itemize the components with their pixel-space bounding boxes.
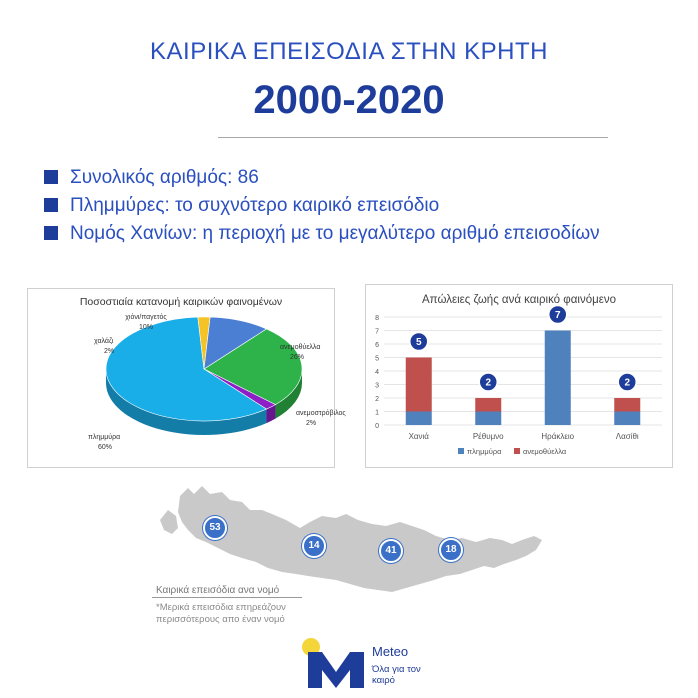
- bar-category-label: Ρέθυμνο: [472, 432, 504, 441]
- bar-chart-panel: [365, 284, 673, 468]
- logo-slogan-text: Όλα για τον καιρό: [372, 664, 421, 686]
- bar-segment: [545, 331, 571, 426]
- pie-slice-label: πλημμύρα: [88, 434, 121, 441]
- crete-map-shape: [150, 480, 550, 600]
- map-footnote: *Μερικά επεισόδια επηρεάζουν περισσότερους απο έναν νομό: [156, 602, 286, 625]
- crete-west-peninsula-shape: [160, 510, 178, 534]
- bar-y-tick-label: 2: [375, 396, 379, 403]
- bar-total-label: 7: [554, 310, 561, 321]
- legend-swatch: [514, 448, 520, 454]
- legend-swatch: [458, 448, 464, 454]
- summary-text: Νομός Χανίων: η περιοχή με το μεγαλύτερο αριθμό επεισοδίων: [70, 223, 600, 244]
- bullet-square-icon: [44, 198, 58, 212]
- map-region-marker: 41: [379, 539, 403, 563]
- bar-chart: [366, 285, 672, 467]
- bar-total-label: 2: [624, 377, 631, 389]
- summary-item-total: [44, 164, 674, 192]
- pie-chart-panel: [27, 288, 346, 468]
- page-title: ΚΑΙΡΙΚΑ ΕΠΕΙΣΟΔΙΑ ΣΤΗΝ ΚΡΗΤΗ: [150, 38, 548, 65]
- pie-slice-label: χιόνι/παγετός: [125, 314, 167, 321]
- bar-y-tick-label: 4: [375, 369, 379, 376]
- bar-segment: [406, 358, 432, 412]
- bar-segment: [406, 412, 432, 426]
- summary-item-floods: [44, 192, 674, 220]
- crete-map: [150, 480, 550, 600]
- crete-island-shape: [178, 486, 542, 592]
- bar-y-tick-label: 0: [375, 423, 379, 430]
- legend-label: ανεμοθύελλα: [523, 447, 567, 456]
- bar-y-tick-label: 6: [375, 342, 379, 349]
- bar-y-tick-label: 1: [375, 409, 379, 417]
- summary-list: [44, 164, 674, 248]
- bar-category-label: Λασίθι: [615, 432, 639, 441]
- summary-text: Συνολικός αριθμός: 86: [70, 167, 259, 188]
- legend-label: πλημμύρα: [467, 447, 502, 456]
- page-years: 2000-2020: [253, 78, 445, 122]
- logo-m-icon: [308, 652, 364, 688]
- pie-slice-value-label: 60%: [98, 444, 113, 451]
- bar-y-tick-label: 8: [375, 315, 379, 322]
- summary-item-chania: [44, 220, 674, 248]
- map-region-marker: 14: [302, 534, 326, 558]
- bar-chart-title: Απώλειες ζωής ανά καιρικό φαινόμενο: [422, 294, 616, 306]
- bar-segment: [614, 398, 640, 412]
- bar-segment: [614, 412, 640, 426]
- map-caption-divider: [152, 597, 302, 598]
- pie-slice-value-label: 2%: [104, 348, 115, 355]
- map-region-marker: 18: [439, 538, 463, 562]
- bar-total-label: 5: [415, 337, 422, 348]
- pie-slice-label: ανεμοστρόβιλος: [296, 410, 346, 417]
- pie-slice-value-label: 10%: [138, 324, 154, 331]
- bar-segment: [475, 412, 501, 426]
- bar-total-label: 2: [485, 377, 492, 389]
- bullet-square-icon: [44, 170, 58, 184]
- pie-slice-value-label: 2%: [306, 420, 317, 427]
- map-region-marker: 53: [203, 516, 227, 540]
- bar-y-tick-label: 7: [375, 328, 379, 336]
- pie-chart: [28, 289, 346, 467]
- pie-chart-title: Ποσοστιαία κατανομή καιρικών φαινομένων: [79, 296, 283, 308]
- bar-segment: [475, 398, 501, 412]
- bar-y-tick-label: 3: [375, 382, 379, 390]
- map-caption: Καιρικά επεισόδια ανα νομό: [156, 585, 280, 596]
- summary-text: Πλημμύρες: το συχνότερο καιρικό επεισόδιο: [70, 195, 440, 216]
- bar-category-label: Χανιά: [408, 432, 429, 441]
- pie-slice-value-label: 26%: [290, 354, 305, 361]
- pie-slice-label: ανεμοθύελλα: [280, 344, 321, 351]
- bullet-square-icon: [44, 226, 58, 240]
- bar-category-label: Ηράκλειο: [541, 432, 575, 441]
- title-divider: [218, 137, 608, 138]
- logo-brand-text: Meteo: [372, 644, 409, 659]
- bar-y-tick-label: 5: [375, 355, 379, 363]
- pie-slice-label: χαλάζι: [94, 338, 114, 345]
